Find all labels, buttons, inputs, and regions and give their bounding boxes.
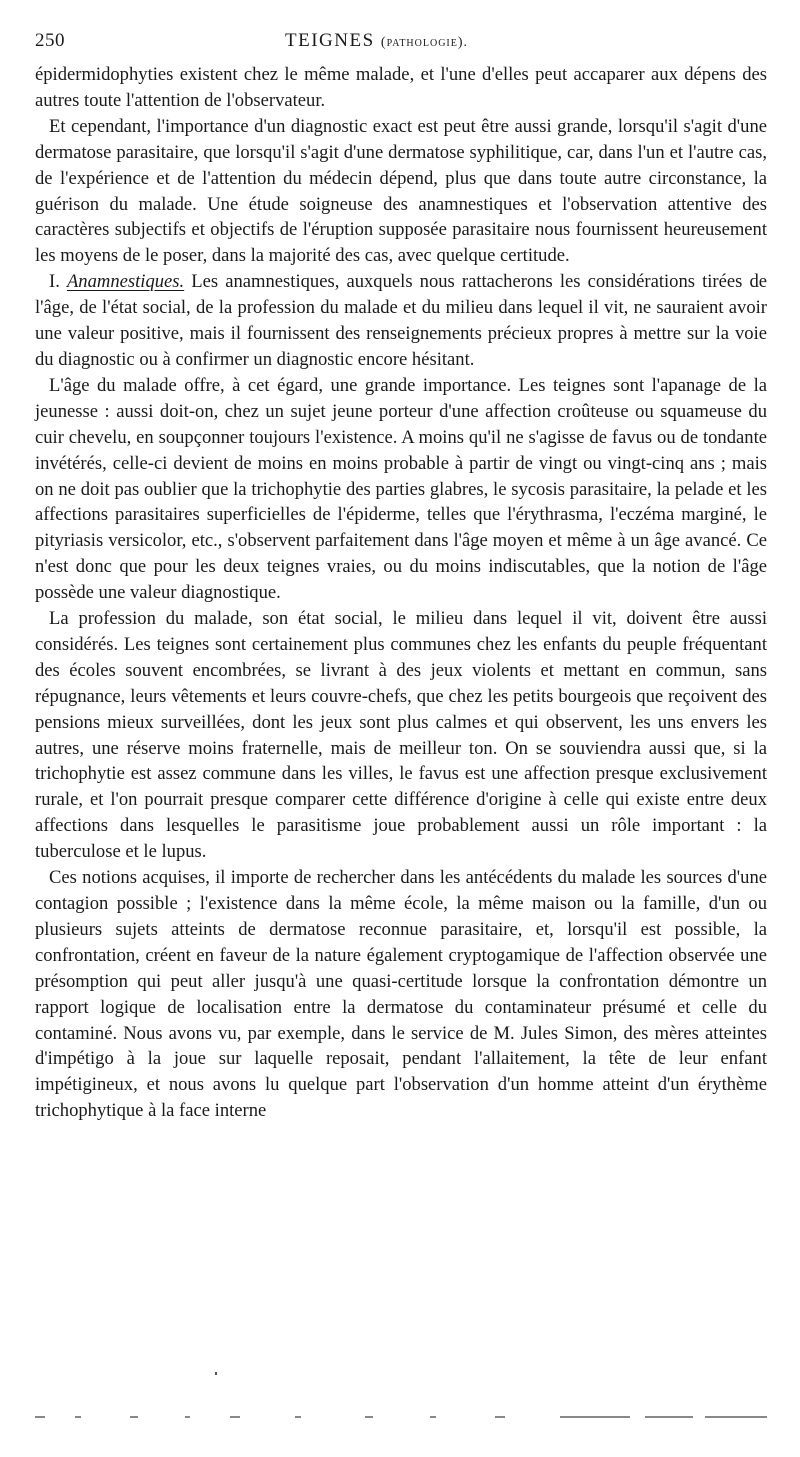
section-text: Les anamnestiques, auxquels nous rattacherons les considérations tirées de l'âge, de l'état social, de la profession du malade et du milieu dans lequel il vit, ne sauraient avoir une valeur positive, mais il fournissent des renseignements précieux propres à mettre sur la voie du diagnostic ou à confirmer un diagnostic encore hésitant. — [35, 271, 767, 370]
section-heading: Anamnestiques. — [66, 271, 185, 293]
running-title-subtitle: (pathologie). — [380, 35, 469, 50]
paragraph: Et cependant, l'importance d'un diagnostic exact est peut être aussi grande, lorsqu'il s'agit d'une dermatose parasitaire, que lorsqu'il s'agit d'une dermatose syphilitique, car, dans l'un et l'autre cas, de l'expérience et de l'attention du médecin dépend, plus que dans toute autre circonstance, la guérison du malade. Une étude soigneuse des anamnestiques et l'observation attentive des caractères subjectifs et objectifs de l'éruption supposée parasitaire nous fournissent heureusement les moyens de le poser, dans la majorité des cas, avec quelque certitude. — [35, 115, 767, 267]
book-page — [35, 28, 767, 1124]
section-number: I. — [49, 271, 60, 293]
running-title — [285, 30, 468, 52]
body-text — [35, 62, 767, 1124]
paragraph: La profession du malade, son état social, le milieu dans lequel il vit, doivent être aussi considérés. Les teignes sont certainement plus communes chez les enfants du peuple fréquentant des écoles souvent encombrées, se livrant à des jeux violents et mettant en commun, sans répugnance, leurs vêtements et leurs couvre-chefs, que chez les petits bourgeois que reçoivent des pensions mieux surveillées, dont les jeux sont plus calmes et qui observent, les uns envers les autres, une réserve moins fraternelle, mais de meilleur ton. On se souviendra aussi que, si la trichophytie est assez commune dans les villes, le favus est une affection presque exclusivement rurale, et l'on pourrait presque comparer cette différence d'origine à celle qui existe entre deux affections dans lesquelles le parasitisme joue probablement aussi un rôle important : la tuberculose et le lupus. — [35, 608, 767, 863]
page-number: 250 — [35, 30, 65, 51]
paragraph-continuation: épidermidophyties existent chez le même malade, et l'une d'elles peut accaparer aux dépens des autres toute l'attention de l'observateur. — [35, 64, 767, 111]
print-speck — [215, 1372, 217, 1375]
paragraph: L'âge du malade offre, à cet égard, une grande importance. Les teignes sont l'apanage de la jeunesse : aussi doit-on, chez un sujet jeune porteur d'une affection croûteuse ou squameuse du cuir chevelu, en soupçonner toujours l'existence. A moins qu'il ne s'agisse de favus ou de tondante invétérés, celle-ci devient de moins en moins probable à partir de vingt ou vingt-cinq ans ; mais on ne doit pas oublier que la trichophytie des parties glabres, le sycosis parasitaire, la pelade et les affections parasitaires superficielles de l'épiderme, telles que l'érythrasma, l'eczéma marginé, le pityriasis versicolor, etc., s'observent parfaitement dans l'âge moyen et même à un âge avancé. Ce n'est donc que pour les deux teignes vraies, ou du moins indiscutables, que la notion de l'âge possède une valeur diagnostique. — [35, 374, 767, 604]
paragraph: Ces notions acquises, il importe de rechercher dans les antécédents du malade les sources d'une contagion possible ; l'existence dans la même école, la même maison ou la famille, d'un ou plusieurs sujets atteints de dermatose reconnue parasitaire, et, lorsqu'il est possible, la confrontation, créent en faveur de la nature également cryptogamique de l'affection observée une présomption qui peut aller jusqu'à une quasi-certitude lorsque la confrontation démontre un rapport logique de localisation entre la dermatose du contaminateur présumé et celle du contaminé. Nous avons vu, par exemple, dans le service de M. Jules Simon, des mères atteintes d'impétigo à la joue sur laquelle reposait, pendant l'allaitement, la tête de leur enfant impétigineux, et nous avons lu quelque part l'observation d'un homme atteint d'un érythème trichophytique à la face interne — [35, 867, 767, 1122]
paragraph-section-anamnestiques — [35, 269, 767, 373]
running-title-main: TEIGNES — [285, 30, 375, 51]
running-header — [35, 28, 767, 58]
bottom-print-residue — [35, 1412, 767, 1422]
